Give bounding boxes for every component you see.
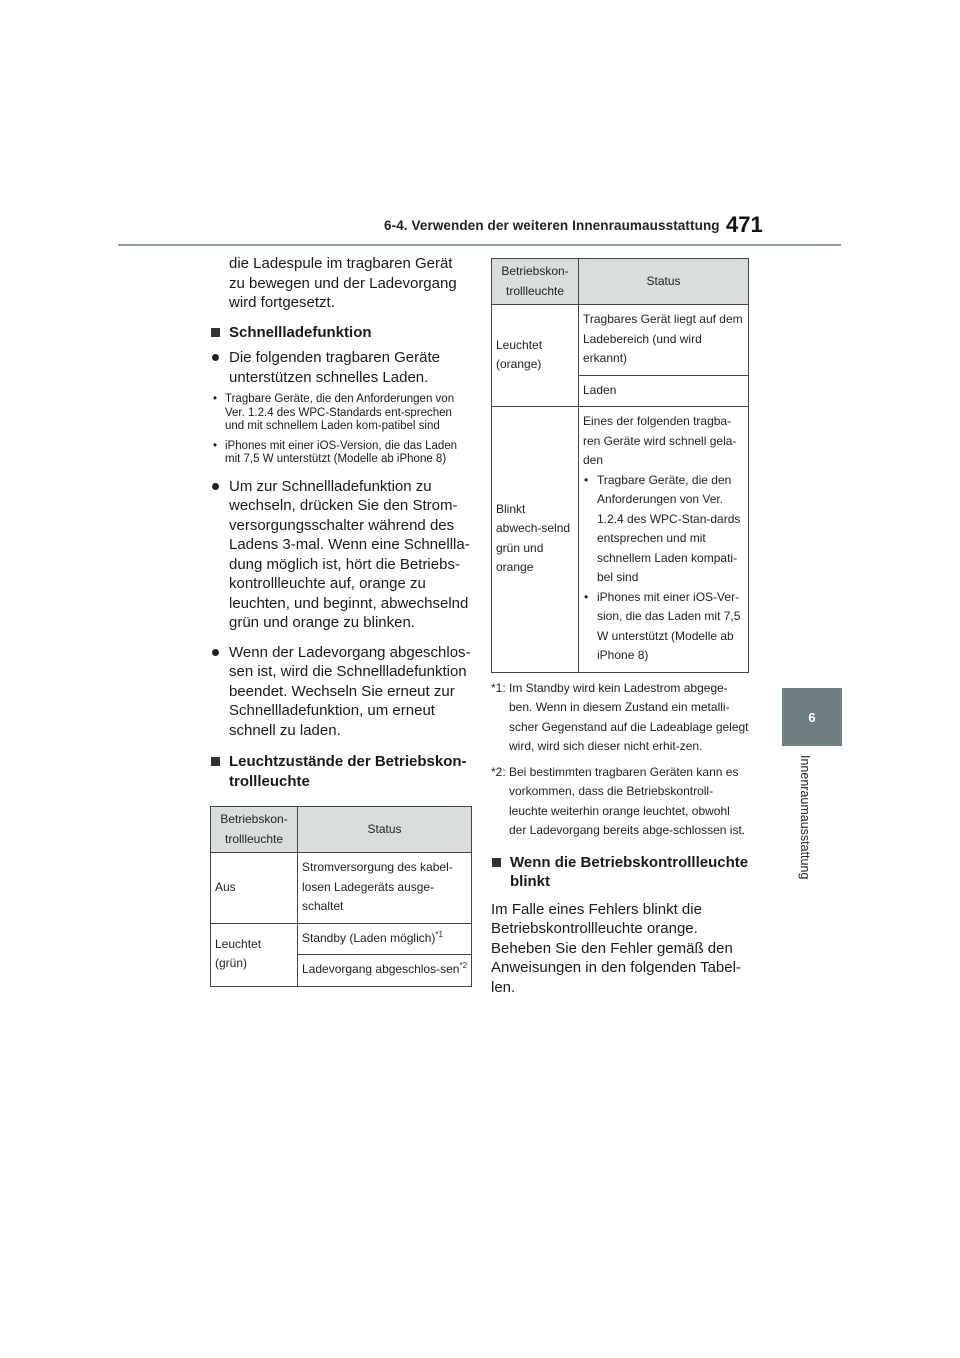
table-cell-text: Standby (Laden möglich) — [302, 930, 436, 945]
sub-bullet-item: • iPhones mit einer iOS-Version, die das Laden mit 7,5 W unterstützt (Modelle ab iPhone 8) — [210, 440, 472, 467]
table-header-cell: Betriebskon-trollleuchte — [211, 807, 298, 853]
table-header-cell: Status — [579, 259, 749, 305]
continued-paragraph: die Ladespule im tragbaren Gerät zu bewegen und der Ladevorgang wird fortgesetzt. — [229, 255, 457, 311]
bullet-item: Die folgenden tragbaren Geräte unterstützen schnelles Laden. — [210, 348, 472, 387]
table-cell-text: Ladevorgang abgeschlos-sen — [302, 962, 460, 976]
table-cell: Leuchtet (grün) — [211, 923, 298, 986]
table-cell: Leuchtet (orange) — [492, 305, 579, 407]
footnote-mark: *2: — [491, 764, 506, 779]
bullet-item: Wenn der Ladevorgang abgeschlos-sen ist, wird die Schnellladefunktion beendet. Wechseln Sie erneut zur Schnellladefunktion, um erneut schnell zu laden. — [210, 643, 472, 741]
table-cell: Aus — [211, 853, 298, 924]
sub-bullet-item: • Tragbare Geräte, die den Anforderungen von Ver. 1.2.4 des WPC-Standards ent-sprechen und mit schnellem Laden kom-patibel sind — [210, 393, 472, 434]
footnote — [491, 679, 749, 757]
table-cell — [298, 955, 472, 987]
table-cell: Laden — [579, 375, 749, 407]
bullet-item: Um zur Schnellladefunktion zu wechseln, drücken Sie den Strom-versorgungsschalter während des Ladens 3-mal. Wenn eine Schnellla-dung möglich ist, hört die Betriebs-kontrollleuchte auf, orange zu leuchten, und beginnt, abwechselnd grün und orange zu blinken. — [210, 477, 472, 633]
section-heading-schnellladefunktion: Schnellladefunktion — [210, 323, 472, 343]
table-cell — [579, 407, 749, 673]
footnote-mark: *1: — [491, 680, 506, 695]
right-column — [491, 258, 749, 997]
table-list-item: • iPhones mit einer iOS-Ver-sion, die das Laden mit 7,5 W unterstützt (Modelle ab iPhone 8) — [583, 588, 744, 666]
paragraph: Im Falle eines Fehlers blinkt die Betriebskontrollleuchte orange. Beheben Sie den Fehler gemäß den Anweisungen in den folgenden Tabel-len. — [491, 900, 741, 996]
status-table-left — [210, 806, 472, 987]
status-table-right — [491, 258, 749, 673]
left-column — [210, 254, 472, 987]
header-rule — [118, 244, 841, 246]
footnote-ref[interactable]: *2 — [459, 961, 468, 970]
section-header: 6-4. Verwenden der weiteren Innenraumausstattung — [384, 218, 720, 233]
chapter-side-label: Innenraumausstattung — [798, 755, 812, 880]
table-cell: Blinkt abwech-selnd grün und orange — [492, 407, 579, 673]
table-list-item: • Tragbare Geräte, die den Anforderungen von Ver. 1.2.4 des WPC-Stan-dards entsprechen und mit schnellem Laden kompati-bel sind — [583, 471, 744, 588]
table-header-cell: Status — [298, 807, 472, 853]
table-cell: Stromversorgung des kabel-losen Ladegeräts ausge-schaltet — [298, 853, 472, 924]
page-number: 471 — [726, 212, 763, 237]
section-heading-blinkt: Wenn die Betriebskontrollleuchte blinkt — [491, 853, 749, 892]
table-row — [211, 853, 472, 924]
table-row — [492, 305, 749, 376]
chapter-tab[interactable]: 6 — [782, 688, 842, 746]
footnote-text: Im Standby wird kein Ladestrom abgege-ben. Wenn in diesem Zustand ein metalli-scher Gegenstand auf die Ladeablage gelegt wird, wird sich dieser nicht erhit-zen. — [509, 680, 749, 753]
footnote — [491, 763, 749, 841]
footnote-ref[interactable]: *1 — [435, 929, 443, 939]
table-cell: Tragbares Gerät liegt auf dem Ladebereich (und wird erkannt) — [579, 305, 749, 376]
footnote-text: Bei bestimmten tragbaren Geräten kann es vorkommen, dass die Betriebskontroll-leuchte weiterhin orange leuchtet, obwohl der Ladevorgang bereits abge-schlossen ist. — [509, 764, 746, 837]
table-cell-text: Eines der folgenden tragba-ren Geräte wird schnell gela-den — [583, 414, 737, 467]
section-heading-leuchtzustaende: Leuchtzustände der Betriebskon-trollleuchte — [210, 752, 472, 791]
table-row — [492, 407, 749, 673]
table-row — [211, 923, 472, 955]
table-cell — [298, 923, 472, 955]
table-header-cell: Betriebskon-trollleuchte — [492, 259, 579, 305]
